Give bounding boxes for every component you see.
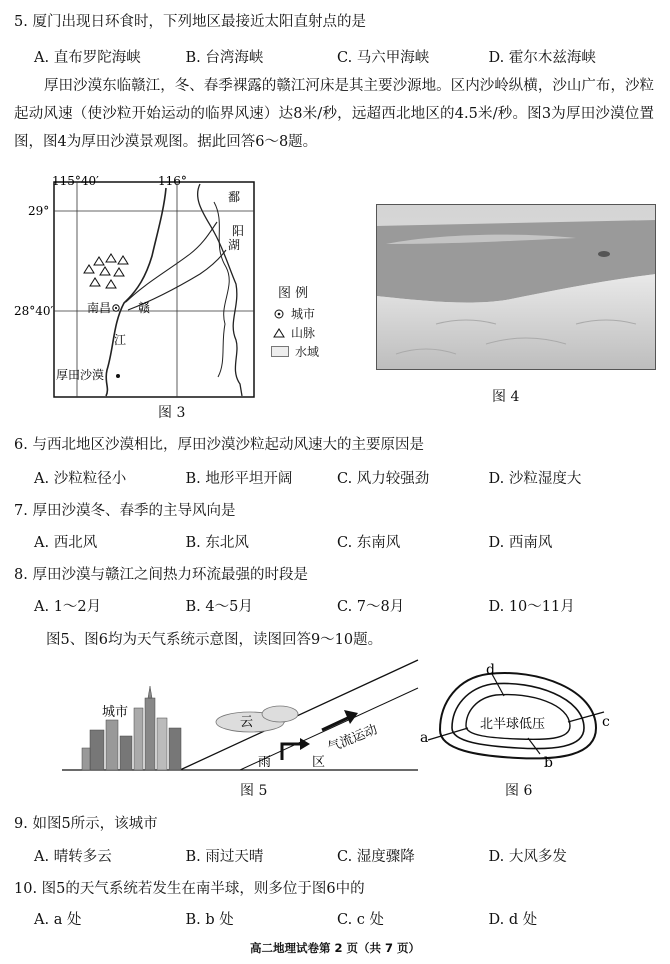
q8-option-d[interactable]: D. 10～11月 — [488, 599, 575, 615]
desert-label: 厚田沙漠 — [56, 368, 105, 382]
q9-option-c[interactable]: C. 湿度骤降 — [337, 849, 415, 865]
q10-stem: 10. 图5的天气系统若发生在南半球，则多位于图6中的 — [14, 881, 365, 897]
legend-title: 图 例 — [278, 286, 309, 301]
q8-option-b[interactable]: B. 4～5月 — [185, 599, 253, 615]
intro-9-10: 图5、图6均为天气系统示意图，读图回答9～10题。 — [46, 632, 383, 648]
figure-3-caption: 图 3 — [158, 405, 186, 421]
legend-city-icon — [273, 308, 285, 320]
river-label-1: 赣 — [138, 301, 151, 315]
q6-option-c[interactable]: C. 风力较强劲 — [337, 471, 430, 487]
q7-option-a[interactable]: A. 西北风 — [34, 535, 98, 551]
figure-5-weather-front — [60, 658, 420, 778]
poyang-label-1: 鄱 — [228, 190, 241, 204]
q10-option-c[interactable]: C. c 处 — [337, 912, 385, 928]
poyang-label-3: 湖 — [228, 238, 241, 252]
lat-label-1: 29° — [28, 204, 50, 218]
q5-option-b[interactable]: B. 台湾海峡 — [185, 50, 264, 66]
q9-options — [34, 845, 640, 866]
q5-options — [34, 46, 640, 67]
fig6-label-d: d — [486, 662, 495, 678]
q6-option-d[interactable]: D. 沙粒湿度大 — [488, 471, 582, 487]
q8-options — [34, 595, 640, 616]
fig5-city-label: 城市 — [102, 705, 129, 720]
fig6-label-b: b — [544, 755, 553, 771]
cloud-shape — [216, 706, 298, 732]
desert-marker — [116, 374, 120, 378]
q8-option-a[interactable]: A. 1～2月 — [34, 599, 102, 615]
legend-city-label: 城市 — [291, 307, 316, 321]
q6-stem: 6. 与西北地区沙漠相比，厚田沙漠沙粒起动风速大的主要原因是 — [14, 437, 424, 453]
q5-option-a[interactable]: A. 直布罗陀海峡 — [34, 50, 141, 66]
q7-stem: 7. 厚田沙漠冬、春季的主导风向是 — [14, 503, 236, 519]
fig5-cloud-label: 云 — [240, 715, 254, 730]
q10-options — [34, 908, 640, 929]
q9-stem: 9. 如图5所示，该城市 — [14, 816, 158, 832]
city-label-nanchang: 南昌 — [87, 301, 112, 315]
q10-option-b[interactable]: B. b 处 — [185, 912, 234, 928]
city-buildings — [82, 686, 181, 770]
q8-option-c[interactable]: C. 7～8月 — [337, 599, 405, 615]
q6-options — [34, 467, 640, 488]
legend-water-label: 水域 — [295, 345, 320, 359]
legend-water-icon — [271, 346, 289, 357]
legend-mountain-icon — [273, 327, 285, 339]
figure-6-caption: 图 6 — [505, 783, 533, 799]
q7-option-d[interactable]: D. 西南风 — [488, 535, 553, 551]
poyang-label-2: 阳 — [232, 224, 245, 238]
fig6-label-a: a — [420, 730, 429, 746]
fig5-rain-label: 雨 — [258, 755, 272, 770]
q5-stem: 5. 厦门出现日环食时，下列地区最接近太阳直射点的是 — [14, 14, 366, 30]
fig5-airflow-label: 气流运动 — [325, 722, 380, 756]
lon-label-2: 116° — [158, 174, 187, 188]
q9-option-a[interactable]: A. 晴转多云 — [34, 849, 112, 865]
q8-stem: 8. 厚田沙漠与赣江之间热力环流最强的时段是 — [14, 567, 308, 583]
q7-option-c[interactable]: C. 东南风 — [337, 535, 401, 551]
q9-option-b[interactable]: B. 雨过天晴 — [185, 849, 264, 865]
legend-mountain-label: 山脉 — [291, 326, 316, 340]
fig5-zone-label: 区 — [312, 755, 326, 770]
q9-option-d[interactable]: D. 大风多发 — [488, 849, 567, 865]
figure-5-caption: 图 5 — [240, 783, 268, 799]
river-label-2: 江 — [114, 333, 127, 347]
fig6-label-c: c — [602, 714, 610, 730]
fig6-center-label: 北半球低压 — [480, 717, 546, 732]
q7-options — [34, 531, 640, 552]
page-footer: 高二地理试卷第 2 页（共 7 页） — [249, 941, 421, 955]
legend-city — [273, 305, 315, 322]
lon-label-1: 115°40′ — [52, 174, 99, 188]
lat-label-2: 28°40′ — [14, 304, 54, 318]
q6-option-b[interactable]: B. 地形平坦开阔 — [185, 471, 293, 487]
figure-6-low-pressure — [418, 660, 618, 772]
q10-option-a[interactable]: A. a 处 — [34, 912, 82, 928]
q5-option-d[interactable]: D. 霍尔木兹海峡 — [488, 50, 596, 66]
q6-option-a[interactable]: A. 沙粒粒径小 — [34, 471, 127, 487]
legend-mountain — [273, 324, 315, 341]
q5-option-c[interactable]: C. 马六甲海峡 — [337, 50, 430, 66]
q7-option-b[interactable]: B. 东北风 — [185, 535, 249, 551]
figure-4-caption: 图 4 — [492, 389, 520, 405]
legend-water — [271, 343, 319, 360]
passage: 厚田沙漠东临赣江，冬、春季裸露的赣江河床是其主要沙源地。区内沙岭纵横，沙山广布，沙粒起动风速（使沙粒开始运动的临界风速）达8米/秒，远超西北地区的4.5米/秒。图3为厚田沙漠位置图，图4为厚田沙漠景观图。据此回答6～8题。 — [14, 78, 654, 150]
figure-4-photo — [376, 204, 656, 370]
q10-option-d[interactable]: D. d 处 — [488, 912, 538, 928]
